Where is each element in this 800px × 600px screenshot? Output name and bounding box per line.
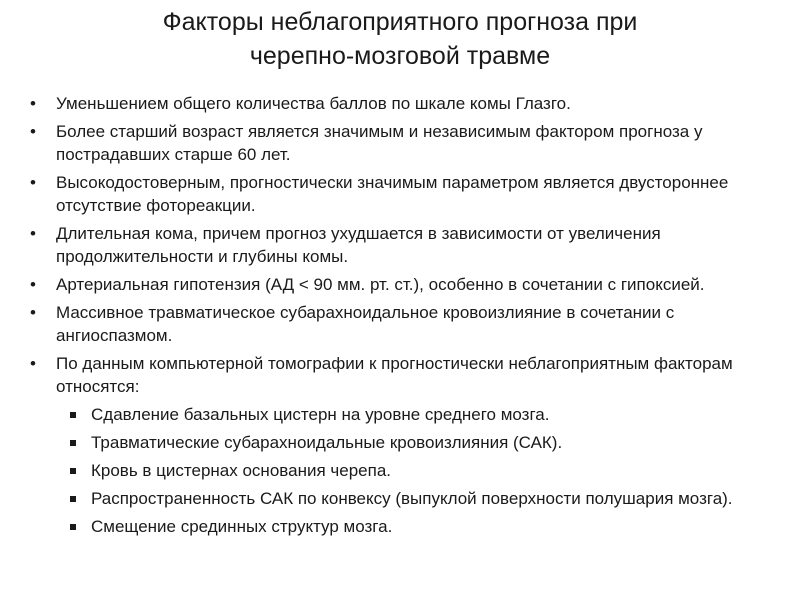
list-item-text: Уменьшением общего количества баллов по шкале комы Глазго. xyxy=(56,94,571,113)
square-bullet-icon xyxy=(70,524,76,530)
bullet-icon: • xyxy=(30,173,36,192)
square-bullet-icon xyxy=(70,412,76,418)
bullet-icon: • xyxy=(30,303,36,322)
list-item xyxy=(30,222,775,268)
list-item-text: По данным компьютерной томографии к прогностически неблагоприятным факторам относятся: xyxy=(56,354,733,396)
sub-list-item xyxy=(66,515,775,538)
square-bullet-icon xyxy=(70,468,76,474)
bullet-icon: • xyxy=(30,224,36,243)
bullet-icon: • xyxy=(30,354,36,373)
list-item xyxy=(30,273,775,296)
list-item xyxy=(30,352,775,398)
list-item xyxy=(30,120,775,166)
sub-list-item-text: Травматические субарахноидальные кровоизлияния (САК). xyxy=(91,433,563,452)
list-item xyxy=(30,301,775,347)
sub-list-item xyxy=(66,403,775,426)
square-bullet-icon xyxy=(70,496,76,502)
sub-list-item xyxy=(66,487,775,510)
sub-list-item-text: Кровь в цистернах основания черепа. xyxy=(91,461,391,480)
square-bullet-icon xyxy=(70,440,76,446)
slide-title-line-1: Факторы неблагоприятного прогноза при xyxy=(162,8,638,36)
sub-list-item xyxy=(66,459,775,482)
sub-list-item xyxy=(66,431,775,454)
sub-list-item-text: Сдавление базальных цистерн на уровне среднего мозга. xyxy=(91,405,550,424)
slide-title xyxy=(0,5,800,73)
list-item-text: Артериальная гипотензия (АД < 90 мм. рт. ст.), особенно в сочетании с гипоксией. xyxy=(56,275,705,294)
bullet-icon: • xyxy=(30,275,36,294)
list-item xyxy=(30,171,775,217)
list-item xyxy=(30,92,775,115)
sub-list-item-text: Смещение срединных структур мозга. xyxy=(91,517,393,536)
list-item-text: Массивное травматическое субарахноидальное кровоизлияние в сочетании с ангиоспазмом. xyxy=(56,303,675,345)
bullet-list xyxy=(30,92,775,543)
list-item-text: Длительная кома, причем прогноз ухудшается в зависимости от увеличения продолжительности и глубины комы. xyxy=(56,224,661,266)
list-item-text: Более старший возраст является значимым и независимым фактором прогноза у пострадавших старше 60 лет. xyxy=(56,122,703,164)
bullet-icon: • xyxy=(30,94,36,113)
slide-title-line-2: черепно-мозговой травме xyxy=(249,42,551,70)
list-item-text: Высокодостоверным, прогностически значимым параметром является двустороннее отсутствие фотореакции. xyxy=(56,173,729,215)
bullet-icon: • xyxy=(30,122,36,141)
sub-list-item-text: Распространенность САК по конвексу (выпуклой поверхности полушария мозга). xyxy=(91,489,733,508)
